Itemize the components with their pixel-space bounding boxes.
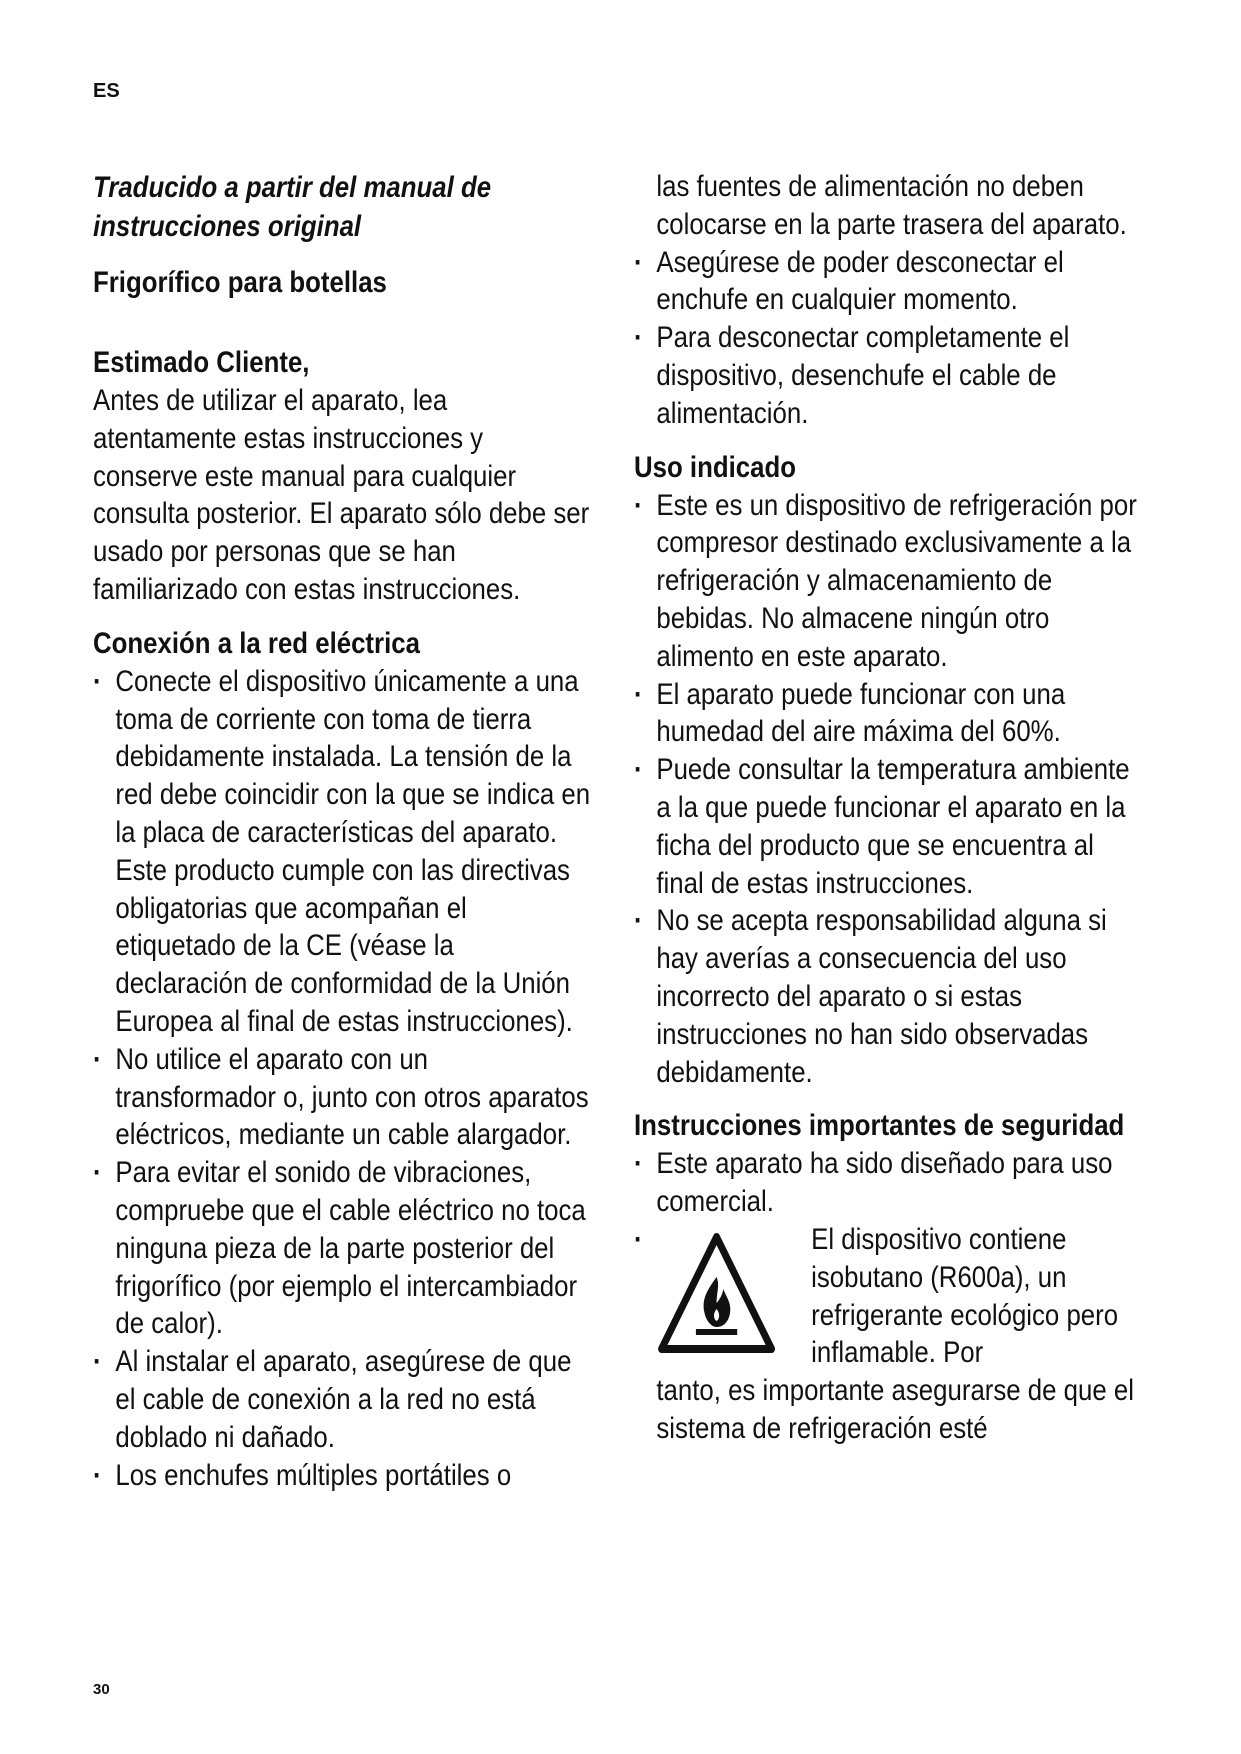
- manual-title-line1: Traducido a partir del manual de: [93, 171, 492, 204]
- list-item: · Puede consultar la temperatura ambiente a la que puede funcionar el aparato en la ficha del producto que se encuentra al final de estas instrucciones.: [634, 751, 1145, 902]
- electrical-list-continued: [634, 244, 1145, 433]
- flammable-warning-icon: [656, 1231, 776, 1355]
- list-item-flammable-warning: [634, 1221, 1145, 1372]
- right-column: [634, 168, 1146, 1448]
- page-number: 30: [93, 1681, 110, 1698]
- list-item: · Conecte el dispositivo únicamente a una toma de corriente con toma de tierra debidamente instalada. La tensión de la red debe coincidir con la que se indica en la placa de características del aparato. Este producto cumple con las directivas obligatorias que acompañan el etiquetado de la CE (véase la declaración de conformidad de la Unión Europea al final de estas instrucciones).: [93, 663, 592, 1041]
- warning-continuation: tanto, es importante asegurarse de que el sistema de refrigeración esté: [656, 1374, 1134, 1445]
- list-item: · El aparato puede funcionar con una humedad del aire máxima del 60%.: [634, 676, 1145, 752]
- list-item: · Para desconectar completamente el dispositivo, desenchufe el cable de alimentación.: [634, 319, 1145, 432]
- list-item: · Los enchufes múltiples portátiles o: [93, 1457, 592, 1495]
- list-item: · Asegúrese de poder desconectar el enchufe en cualquier momento.: [634, 244, 1145, 320]
- intro-paragraph: Antes de utilizar el aparato, lea atentamente estas instrucciones y conserve este manual para cualquier consulta posterior. El aparato sólo debe ser usado por personas que se han familiarizado con estas instrucciones.: [93, 384, 590, 606]
- greeting: Estimado Cliente,: [93, 346, 310, 379]
- list-item: · No utilice el aparato con un transformador o, junto con otros aparatos eléctricos, mediante un cable alargador.: [93, 1041, 592, 1154]
- flammable-warning-text: · El dispositivo contiene isobutano (R600a), un refrigerante ecológico pero inflamable. Por: [811, 1222, 1119, 1370]
- list-item: · No se acepta responsabilidad alguna si hay averías a consecuencia del uso incorrecto del aparato o si estas instrucciones no han sido observadas debidamente.: [634, 902, 1145, 1091]
- list-item: · Este aparato ha sido diseñado para uso comercial.: [634, 1145, 1145, 1221]
- language-label: ES: [93, 80, 120, 102]
- safety-list: [634, 1145, 1145, 1372]
- list-item: · Para evitar el sonido de vibraciones, compruebe que el cable eléctrico no toca ninguna pieza de la parte posterior del frigorífico (por ejemplo el intercambiador de calor).: [93, 1154, 592, 1343]
- list-item: · Este es un dispositivo de refrigeración por compresor destinado exclusivamente a la refrigeración y almacenamiento de bebidas. No almacene ningún otro alimento en este aparato.: [634, 487, 1145, 676]
- list-item: · Al instalar el aparato, asegúrese de que el cable de conexión a la red no está doblado ni dañado.: [93, 1343, 592, 1456]
- product-title: Frigorífico para botellas: [93, 266, 387, 299]
- continuation-text: las fuentes de alimentación no deben colocarse en la parte trasera del aparato.: [656, 170, 1127, 241]
- manual-title-line2: instrucciones original: [93, 210, 362, 243]
- left-column: [93, 168, 593, 1494]
- section-heading-safety: Instrucciones importantes de seguridad: [634, 1109, 1125, 1143]
- section-heading-electrical: Conexión a la red eléctrica: [93, 626, 420, 660]
- section-heading-intended-use: Uso indicado: [634, 450, 796, 484]
- intended-use-list: [634, 487, 1145, 1092]
- electrical-list: [93, 663, 592, 1495]
